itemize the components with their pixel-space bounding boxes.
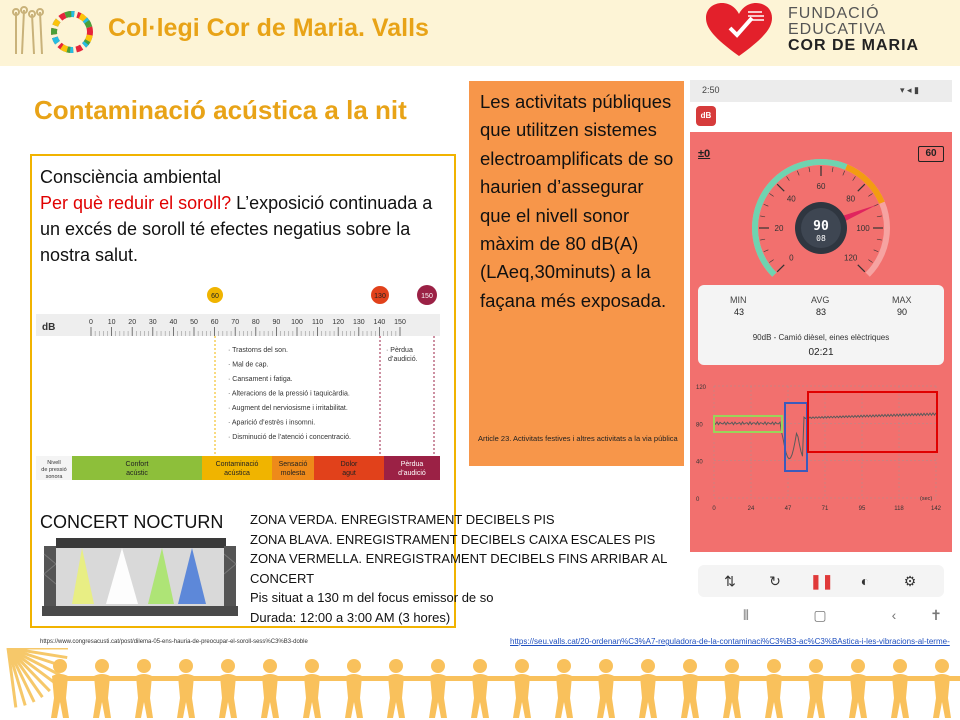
zone-blue-text: ZONA BLAVA. ENREGISTRAMENT DECIBELS CAIXA ESCALES PIS [250, 531, 656, 547]
gauge-tick-label: 40 [786, 194, 796, 204]
gauge-tick-label: 0 [789, 253, 794, 263]
phone-time: 2:50 [702, 85, 720, 95]
svg-text:60: 60 [211, 293, 219, 300]
calibration-button[interactable]: ±0 [698, 148, 711, 160]
graph-x-tick: 71 [821, 506, 829, 512]
db-tick-label: 0 [89, 319, 93, 326]
db-tick-label: 80 [251, 319, 260, 326]
db-tick-label: 20 [128, 319, 137, 326]
health-effect-item: · Cansament i fatiga. [228, 376, 293, 383]
decibel-scale-chart [36, 284, 440, 484]
distance-text: Pis situat a 130 m del focus emissor de so [250, 590, 494, 605]
graph-y-tick: 120 [696, 385, 707, 391]
level-bands [72, 456, 440, 480]
graph-y-tick: 40 [696, 459, 703, 466]
swap-icon[interactable]: ⇅ [724, 573, 736, 589]
source-link-left[interactable]: https://www.congresacusti.cat/post/dilema-05-ens-hauria-de-preocupar-el-soroll-sess%C3%B3-doble [40, 639, 308, 645]
db-tick-label: 140 [373, 319, 386, 326]
environment-body: L’exposició continuada a un excés de soroll té efectes negatius sobre la nostra salut. [40, 193, 433, 265]
gauge-current-value: 90 [813, 219, 829, 234]
db-tick-label: 150 [394, 319, 406, 326]
gauge-sub-value: 08 [816, 234, 826, 243]
foundation-name [788, 6, 919, 54]
level-band-label: Sensació [278, 461, 308, 468]
decibel-history-graph [690, 378, 952, 518]
health-effects-list [228, 347, 351, 441]
db-tick-label: 60 [210, 319, 219, 326]
concert-stage-image [42, 534, 238, 618]
level-label-1: Nivell [47, 460, 61, 466]
hearing-loss-line-2: d’audició. [388, 356, 418, 363]
graph-y-tick: 80 [696, 422, 703, 429]
school-logo [6, 4, 94, 58]
zone-red-text: ZONA VERMELLA. ENREGISTRAMENT DECIBELS FINS ARRIBAR AL CONCERT [250, 551, 667, 586]
recents-icon[interactable]: ⦀ [742, 607, 750, 623]
svg-text:130: 130 [374, 293, 386, 300]
health-effect-item: · Alteracions de la pressió i taquicàrdia. [228, 390, 350, 398]
level-label-2: de pressió [41, 467, 67, 473]
app-icon[interactable]: dB [696, 106, 716, 126]
max-value: 90 [897, 307, 908, 317]
db-tick-label: 110 [312, 319, 324, 326]
foundation-line-1: FUNDACIÓ [788, 5, 880, 22]
level-band-label: molesta [280, 470, 306, 477]
theme-icon[interactable]: ◐ [860, 573, 870, 589]
slide-title: Contaminació acústica a la nit [34, 95, 407, 125]
db-tick-label: 30 [148, 319, 157, 326]
gauge-tick-label: 100 [856, 224, 870, 233]
regulation-text: Les activitats públiques que utilitzen sistemes electroamplificats de so haurien d’assegurar que el nivell sonor màxim de 80 dB(A) (LAeq,30minuts) a la façana més exposada. [480, 91, 674, 311]
graph-y-tick: 0 [696, 497, 700, 503]
environment-question: Per què reduir el soroll? [40, 193, 232, 213]
gauge-tick-label: 20 [774, 224, 784, 233]
gauge-tick-label: 80 [846, 194, 856, 204]
target-level-button[interactable]: 60 [918, 146, 944, 162]
pause-icon[interactable]: ❚❚ [810, 573, 834, 589]
hearing-loss-line-1: · Pèrdua [386, 347, 413, 354]
level-band-label: Contaminació [215, 461, 259, 468]
level-band-label: Pèrdua [400, 461, 424, 468]
db-unit-label: dB [42, 322, 56, 333]
graph-x-tick: 47 [784, 506, 792, 512]
graph-x-tick: 0 [712, 506, 716, 512]
db-tick-label: 130 [352, 319, 365, 326]
marker-150 [417, 285, 437, 305]
concert-title: CONCERT NOCTURN [40, 512, 224, 532]
zone-red-box [808, 392, 937, 452]
android-nav-bar [690, 604, 952, 628]
avg-label: AVG [811, 295, 830, 305]
zone-green-text: ZONA VERDA. ENREGISTRAMENT DECIBELS PIS [250, 512, 555, 527]
foundation-line-2: EDUCATIVA [788, 21, 887, 38]
accessibility-icon[interactable]: ✝ [930, 607, 942, 623]
level-band-label: acústica [224, 470, 250, 477]
marker-60 [207, 287, 223, 303]
health-effect-item: · Aparició d’estrès i insomni. [228, 419, 316, 427]
level-band-label: acústic [126, 470, 148, 477]
db-tick-label: 100 [291, 319, 303, 326]
elapsed-time: 02:21 [808, 347, 834, 358]
settings-gear-icon[interactable]: ⚙ [903, 573, 917, 589]
gauge-tick-label: 60 [816, 182, 826, 191]
db-tick-label: 90 [272, 319, 281, 326]
marker-130 [371, 286, 389, 304]
foundation-line-3: COR DE MARIA [788, 37, 920, 54]
health-effect-item: · Mal de cap. [228, 361, 269, 369]
db-tick-label: 10 [107, 319, 116, 326]
article-reference: Article 23. Activitats festives i altres activitats a la via pública [478, 434, 678, 443]
noise-description: 90dB - Camió dièsel, eines elèctriques [752, 333, 890, 342]
environment-text [40, 164, 454, 268]
avg-value: 83 [816, 307, 827, 317]
health-effect-item: · Disminució de l’atenció i concentració. [228, 434, 351, 441]
graph-x-tick: 118 [894, 506, 904, 512]
db-tick-label: 120 [332, 319, 345, 326]
home-icon[interactable]: ▢ [813, 607, 827, 623]
back-icon[interactable]: ‹ [891, 607, 897, 623]
min-label: MIN [730, 295, 747, 305]
max-label: MAX [892, 295, 912, 305]
concert-info [250, 510, 690, 627]
level-band-label: Confort [125, 461, 149, 468]
gauge-tick-label: 120 [844, 253, 858, 263]
foundation-heart-logo [704, 2, 774, 60]
duration-text: Durada: 12:00 a 3:00 AM (3 hores) [250, 609, 451, 625]
db-tick-label: 40 [169, 319, 178, 326]
db-tick-label: 70 [231, 319, 240, 326]
graph-x-unit: (sec) [920, 496, 933, 502]
level-band-label: Dolor [340, 461, 358, 468]
children-chain-decoration [0, 648, 960, 720]
graph-x-tick: 24 [747, 506, 755, 512]
status-icons: ▾ ◂ ▮ [900, 85, 919, 95]
app-toolbar [698, 565, 944, 597]
db-tick-label: 50 [190, 319, 198, 326]
environment-heading: Consciència ambiental [40, 167, 222, 187]
decibel-gauge [690, 132, 952, 282]
level-band-label: agut [342, 470, 356, 477]
level-label-3: sonora [45, 474, 63, 480]
reset-icon[interactable]: ↻ [769, 573, 781, 589]
health-effect-item: · Augment del nerviosisme i irritabilitat. [228, 405, 348, 412]
level-band-label: d’audició [398, 470, 426, 477]
health-effect-item: · Trastorns del son. [228, 347, 288, 354]
source-link-right[interactable]: https://seu.valls.cat/20-ordenan%C3%A7-reguladora-de-la-contaminaci%C3%B3-ac%C3%BAstica-i-les-vibracions-al-terme- [510, 637, 950, 646]
graph-x-tick: 142 [930, 506, 942, 512]
min-value: 43 [734, 307, 745, 317]
school-title: Col·legi Cor de Maria. Valls [108, 14, 429, 42]
graph-x-tick: 95 [858, 506, 866, 512]
svg-text:150: 150 [421, 293, 433, 300]
